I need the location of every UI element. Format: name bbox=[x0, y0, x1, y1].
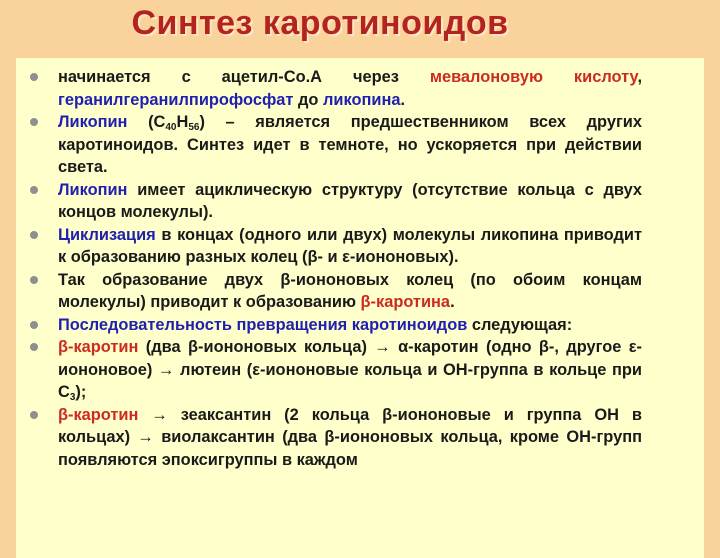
bullet-4-text-1: Циклизация bbox=[58, 225, 156, 244]
bullet-item-1 bbox=[16, 66, 704, 111]
bullet-3-text-1: Ликопин bbox=[58, 180, 128, 199]
bullet-item-2 bbox=[16, 111, 704, 179]
bullet-icon bbox=[30, 186, 38, 194]
bullet-3-text-2: имеет ациклическую структуру (отсутствие кольца с двух концов молекулы). bbox=[58, 180, 642, 221]
bullet-1-text-6: ликопина bbox=[322, 90, 401, 109]
bullet-icon bbox=[30, 321, 38, 329]
bullet-8-text-1: β-каротин bbox=[58, 405, 139, 424]
bullet-item-8 bbox=[16, 404, 704, 472]
bullet-1-text-5: до bbox=[293, 90, 323, 109]
bullet-1-text-7: . bbox=[400, 90, 406, 109]
bullet-5-text-3: . bbox=[450, 293, 455, 311]
bullet-icon bbox=[30, 343, 38, 351]
bullet-2-sub-2: 56 bbox=[188, 122, 200, 133]
bullet-list bbox=[16, 66, 704, 471]
bullet-2-text-1: Ликопин bbox=[58, 113, 128, 131]
bullet-item-3 bbox=[16, 179, 704, 224]
bullet-7-text-2: (два β-иононовых кольца) → α-каротин (одно β-, другое ε-иононовое) → лютеин (ε-иононовые кольца и ОН-группа в кольце при С bbox=[58, 338, 642, 401]
bullet-6-text-2: следующая: bbox=[467, 315, 573, 334]
bullet-icon bbox=[30, 411, 38, 419]
bullet-1-text-4: геранилгеранилпирофосфат bbox=[58, 90, 294, 109]
bullet-6-text-1: Последовательность превращения каротиноидов bbox=[58, 315, 468, 334]
content-panel bbox=[16, 58, 704, 558]
bullet-item-5 bbox=[16, 269, 704, 314]
bullet-2-sub-1: 40 bbox=[165, 122, 177, 133]
bullet-item-4 bbox=[16, 224, 704, 269]
bullet-2-text-4: ) – является предшественником всех других каротиноидов. Синтез идет в темноте, но ускоряется при действии света. bbox=[58, 113, 642, 176]
bullet-1-text-3: , bbox=[637, 68, 642, 86]
bullet-7-sub-1: 3 bbox=[69, 392, 76, 403]
bullet-icon bbox=[30, 276, 38, 284]
bullet-2-text-3: Н bbox=[176, 113, 189, 131]
bullet-icon bbox=[30, 118, 38, 126]
bullet-item-7 bbox=[16, 336, 704, 404]
bullet-icon bbox=[30, 231, 38, 239]
bullet-1-text-1: начинается с ацетил-Со.А через bbox=[58, 68, 430, 86]
bullet-4-text-2: в концах (одного или двух) молекулы ликопина приводит к образованию разных колец (β- и ε-иононовых). bbox=[58, 225, 642, 266]
bullet-item-6 bbox=[16, 314, 704, 337]
bullet-7-text-1: β-каротин bbox=[58, 338, 139, 356]
bullet-5-text-1: Так образование двух β-иононовых колец (по обоим концам молекулы) приводит к образованию bbox=[58, 270, 642, 311]
bullet-8-text-2: → зеаксантин (2 кольца β-иононовые и группа ОН в кольцах) → виолаксантин (два β-иононовых кольца, кроме ОН-групп появляются эпоксигруппы в каждом bbox=[58, 405, 642, 469]
bullet-5-text-2: β-каротина bbox=[360, 293, 451, 311]
bullet-2-text-2: (С bbox=[127, 113, 166, 131]
bullet-1-text-2: мевалоновую кислоту bbox=[429, 68, 638, 86]
slide-title: Синтез каротиноидов bbox=[131, 4, 509, 42]
bullet-icon bbox=[30, 73, 38, 81]
bullet-7-text-3: ); bbox=[75, 383, 87, 401]
